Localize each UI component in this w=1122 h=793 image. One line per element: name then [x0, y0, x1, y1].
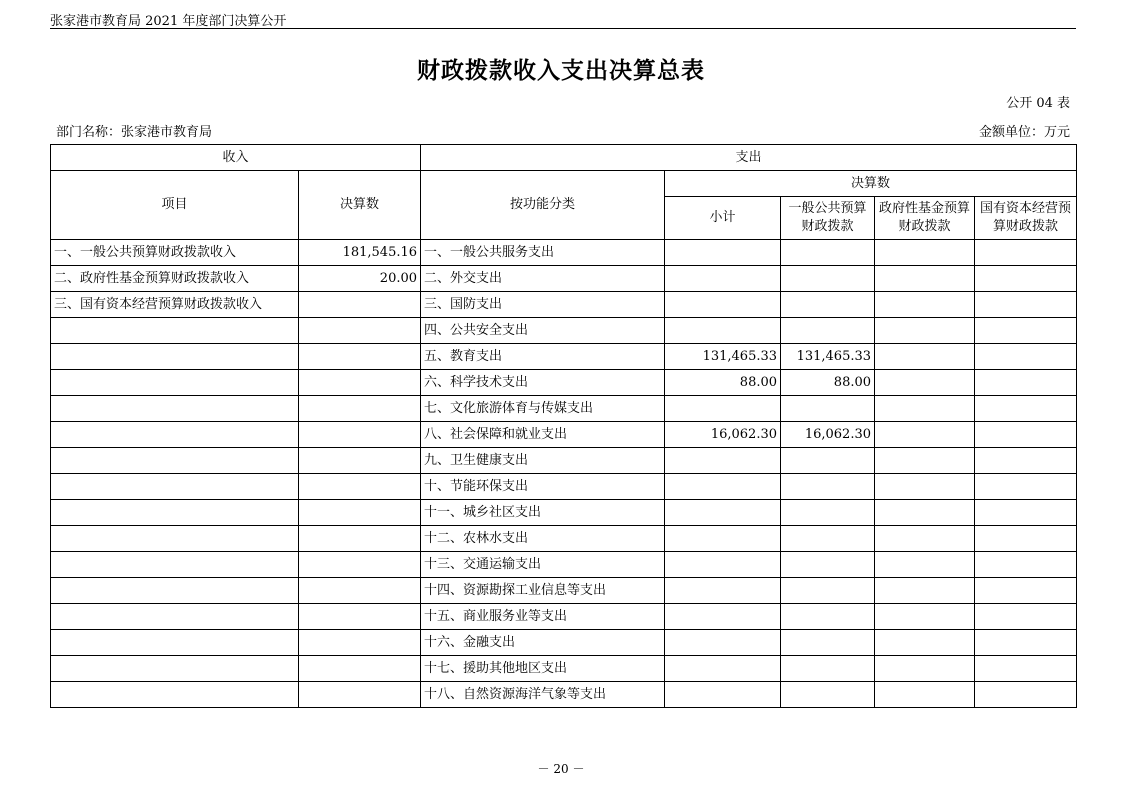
expense-item-cell: 四、公共安全支出 [421, 318, 665, 344]
table-row [51, 448, 1077, 474]
income-amount-cell [299, 552, 421, 578]
state-capital-cell [975, 240, 1077, 266]
general-budget-cell [781, 240, 875, 266]
table-row [51, 396, 1077, 422]
income-amount-cell [299, 318, 421, 344]
expense-item-cell: 十八、自然资源海洋气象等支出 [421, 682, 665, 708]
subtotal-cell [665, 448, 781, 474]
subtotal-cell [665, 396, 781, 422]
general-budget-cell [781, 292, 875, 318]
subtotal-cell [665, 500, 781, 526]
general-budget-cell [781, 266, 875, 292]
gov-fund-cell [875, 578, 975, 604]
expense-item-cell: 八、社会保障和就业支出 [421, 422, 665, 448]
expense-item-cell: 十六、金融支出 [421, 630, 665, 656]
general-budget-cell [781, 604, 875, 630]
income-amount-cell: 20.00 [299, 266, 421, 292]
expense-item-cell: 十三、交通运输支出 [421, 552, 665, 578]
income-item-cell [51, 448, 299, 474]
subtotal-header: 小计 [665, 197, 781, 240]
income-amount-cell [299, 630, 421, 656]
state-capital-cell [975, 396, 1077, 422]
gov-fund-cell [875, 500, 975, 526]
expense-item-cell: 十四、资源勘探工业信息等支出 [421, 578, 665, 604]
expense-item-cell: 十五、商业服务业等支出 [421, 604, 665, 630]
income-item-cell [51, 474, 299, 500]
subtotal-cell [665, 292, 781, 318]
gov-fund-cell [875, 604, 975, 630]
income-amount-cell: 181,545.16 [299, 240, 421, 266]
gov-fund-cell [875, 526, 975, 552]
expense-item-cell: 十二、农林水支出 [421, 526, 665, 552]
general-budget-cell: 88.00 [781, 370, 875, 396]
income-item-cell [51, 552, 299, 578]
table-row [51, 292, 1077, 318]
expense-item-cell: 五、教育支出 [421, 344, 665, 370]
income-header: 收入 [51, 145, 421, 171]
state-capital-header: 国有资本经营预算财政拨款 [975, 197, 1077, 240]
subtotal-cell: 88.00 [665, 370, 781, 396]
subtotal-cell [665, 552, 781, 578]
gov-fund-cell [875, 552, 975, 578]
function-class-header: 按功能分类 [421, 171, 665, 240]
gov-fund-cell [875, 240, 975, 266]
expense-item-cell: 十、节能环保支出 [421, 474, 665, 500]
general-budget-cell [781, 630, 875, 656]
income-item-cell [51, 500, 299, 526]
gov-fund-cell [875, 370, 975, 396]
state-capital-cell [975, 682, 1077, 708]
subtotal-cell: 16,062.30 [665, 422, 781, 448]
subtotal-cell [665, 318, 781, 344]
expense-item-cell: 九、卫生健康支出 [421, 448, 665, 474]
income-item-cell [51, 578, 299, 604]
subtotal-cell [665, 630, 781, 656]
expense-item-cell: 十一、城乡社区支出 [421, 500, 665, 526]
expense-item-cell: 六、科学技术支出 [421, 370, 665, 396]
table-row [51, 266, 1077, 292]
table-row [51, 370, 1077, 396]
income-amount-cell [299, 370, 421, 396]
general-budget-cell [781, 318, 875, 344]
state-capital-cell [975, 318, 1077, 344]
general-budget-cell [781, 474, 875, 500]
state-capital-cell [975, 552, 1077, 578]
table-row [51, 240, 1077, 266]
department-name: 部门名称：张家港市教育局 [56, 125, 213, 140]
income-item-cell [51, 656, 299, 682]
general-budget-header: 一般公共预算财政拨款 [781, 197, 875, 240]
form-code: 公开 04 表 [1006, 96, 1070, 111]
table-row [51, 474, 1077, 500]
state-capital-cell [975, 474, 1077, 500]
gov-fund-cell [875, 396, 975, 422]
general-budget-cell [781, 396, 875, 422]
table-row [51, 630, 1077, 656]
income-amount-cell [299, 604, 421, 630]
expense-item-cell: 十七、援助其他地区支出 [421, 656, 665, 682]
amount-unit: 金额单位：万元 [978, 125, 1070, 140]
gov-fund-cell [875, 344, 975, 370]
gov-fund-cell [875, 448, 975, 474]
general-budget-cell: 131,465.33 [781, 344, 875, 370]
page-number: － 20 － [537, 762, 585, 776]
general-budget-cell: 16,062.30 [781, 422, 875, 448]
subtotal-cell [665, 682, 781, 708]
table-row [51, 344, 1077, 370]
income-item-cell [51, 344, 299, 370]
state-capital-cell [975, 656, 1077, 682]
income-item-cell [51, 682, 299, 708]
income-amount-cell [299, 474, 421, 500]
subtotal-cell [665, 240, 781, 266]
income-amount-cell [299, 500, 421, 526]
income-item-cell [51, 422, 299, 448]
gov-fund-cell [875, 474, 975, 500]
general-budget-cell [781, 578, 875, 604]
income-item-cell [51, 526, 299, 552]
income-amount-cell [299, 344, 421, 370]
table-row [51, 578, 1077, 604]
table-row [51, 500, 1077, 526]
general-budget-cell [781, 448, 875, 474]
state-capital-cell [975, 448, 1077, 474]
income-item-cell [51, 396, 299, 422]
running-header: 张家港市教育局 2021 年度部门决算公开 [50, 14, 287, 29]
state-capital-cell [975, 526, 1077, 552]
income-amount-cell [299, 578, 421, 604]
gov-fund-cell [875, 630, 975, 656]
gov-fund-cell [875, 656, 975, 682]
table-row [51, 552, 1077, 578]
table-row [51, 422, 1077, 448]
state-capital-cell [975, 370, 1077, 396]
subtotal-cell [665, 578, 781, 604]
state-capital-cell [975, 266, 1077, 292]
general-budget-cell [781, 656, 875, 682]
income-amount-cell [299, 292, 421, 318]
income-amount-cell [299, 656, 421, 682]
expense-item-cell: 三、国防支出 [421, 292, 665, 318]
gov-fund-cell [875, 682, 975, 708]
budget-table [50, 144, 1077, 708]
table-row [51, 682, 1077, 708]
income-amount-cell [299, 682, 421, 708]
income-item-cell [51, 370, 299, 396]
state-capital-cell [975, 578, 1077, 604]
item-header: 项目 [51, 171, 299, 240]
gov-fund-header: 政府性基金预算财政拨款 [875, 197, 975, 240]
income-item-cell [51, 318, 299, 344]
document-title: 财政拨款收入支出决算总表 [417, 57, 705, 84]
expense-header: 支出 [421, 145, 1077, 171]
income-amount-cell [299, 448, 421, 474]
table-row [51, 604, 1077, 630]
table-row [51, 318, 1077, 344]
general-budget-cell [781, 500, 875, 526]
subtotal-cell [665, 474, 781, 500]
state-capital-cell [975, 630, 1077, 656]
state-capital-cell [975, 292, 1077, 318]
subtotal-cell [665, 656, 781, 682]
general-budget-cell [781, 682, 875, 708]
gov-fund-cell [875, 318, 975, 344]
state-capital-cell [975, 344, 1077, 370]
income-amount-cell [299, 526, 421, 552]
income-item-cell [51, 630, 299, 656]
income-item-cell: 一、一般公共预算财政拨款收入 [51, 240, 299, 266]
gov-fund-cell [875, 266, 975, 292]
general-budget-cell [781, 526, 875, 552]
income-amount-cell [299, 396, 421, 422]
gov-fund-cell [875, 422, 975, 448]
state-capital-cell [975, 604, 1077, 630]
header-rule [50, 28, 1076, 29]
gov-fund-cell [875, 292, 975, 318]
final-amount-header: 决算数 [299, 171, 421, 240]
table-row [51, 526, 1077, 552]
subtotal-cell [665, 526, 781, 552]
income-item-cell [51, 604, 299, 630]
general-budget-cell [781, 552, 875, 578]
subtotal-cell [665, 266, 781, 292]
expense-item-cell: 七、文化旅游体育与传媒支出 [421, 396, 665, 422]
subtotal-cell: 131,465.33 [665, 344, 781, 370]
expense-item-cell: 二、外交支出 [421, 266, 665, 292]
income-amount-cell [299, 422, 421, 448]
expense-item-cell: 一、一般公共服务支出 [421, 240, 665, 266]
table-row [51, 656, 1077, 682]
subtotal-cell [665, 604, 781, 630]
income-item-cell: 三、国有资本经营预算财政拨款收入 [51, 292, 299, 318]
state-capital-cell [975, 500, 1077, 526]
state-capital-cell [975, 422, 1077, 448]
income-item-cell: 二、政府性基金预算财政拨款收入 [51, 266, 299, 292]
final-amount-group-header: 决算数 [665, 171, 1077, 197]
